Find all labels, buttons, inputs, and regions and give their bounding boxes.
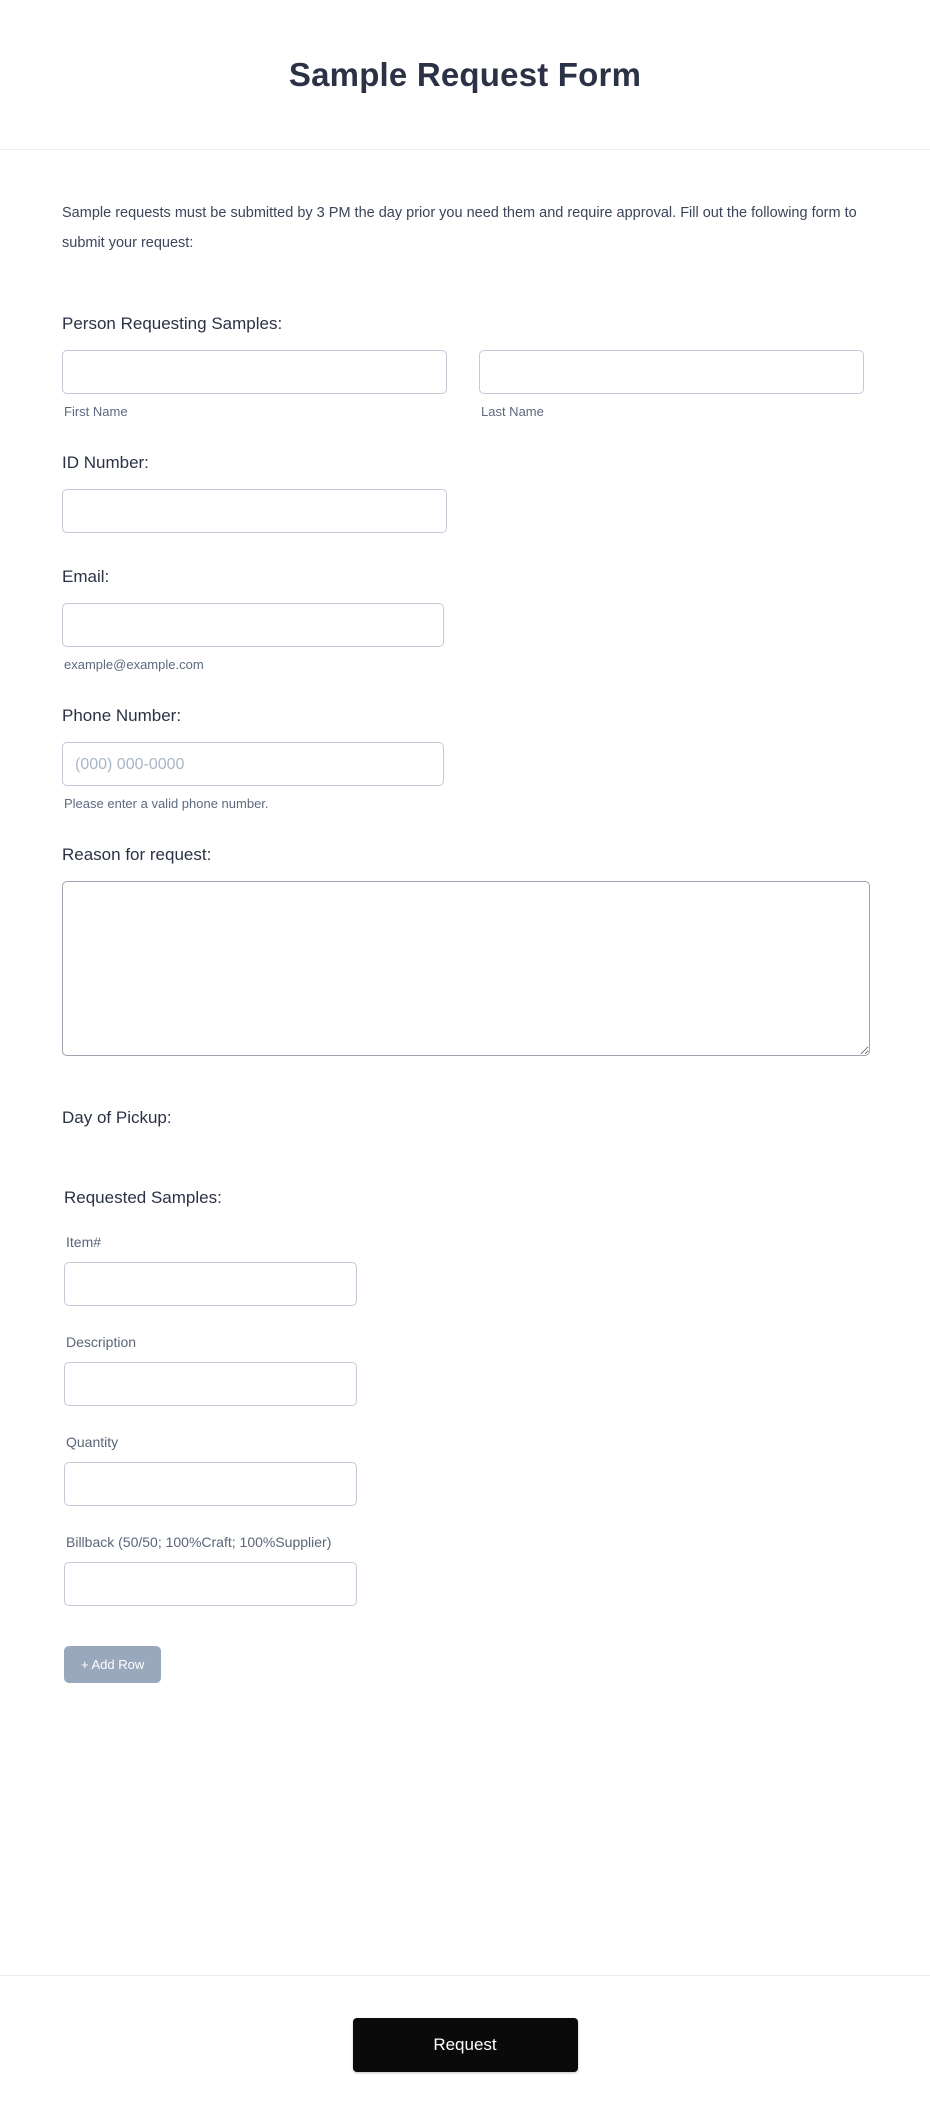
label-email: Email: [62, 567, 110, 586]
form-footer [0, 1975, 930, 2128]
last-name-input[interactable] [479, 350, 864, 394]
field-email [62, 567, 868, 672]
first-name-sublabel: First Name [64, 404, 128, 419]
field-billback [64, 1534, 868, 1606]
field-item-number [64, 1234, 868, 1306]
first-name-group [62, 350, 447, 419]
requested-samples-rows [64, 1234, 868, 1683]
id-number-input[interactable] [62, 489, 447, 533]
label-person-requesting: Person Requesting Samples: [62, 314, 283, 333]
item-number-input[interactable] [64, 1262, 357, 1306]
field-day-of-pickup [62, 1108, 868, 1128]
section-requested-samples [62, 1188, 868, 1683]
field-quantity [64, 1434, 868, 1506]
quantity-input[interactable] [64, 1462, 357, 1506]
add-row-button[interactable]: + Add Row [64, 1646, 161, 1683]
label-item-number: Item# [66, 1234, 102, 1250]
last-name-sublabel: Last Name [481, 404, 544, 419]
phone-number-input[interactable] [62, 742, 444, 786]
email-input[interactable] [62, 603, 444, 647]
field-id-number [62, 453, 868, 533]
name-row [62, 350, 868, 419]
field-description [64, 1334, 868, 1406]
form-header [0, 0, 930, 150]
email-sublabel: example@example.com [64, 657, 204, 672]
label-description: Description [66, 1334, 137, 1350]
label-id-number: ID Number: [62, 453, 149, 472]
label-billback: Billback (50/50; 100%Craft; 100%Supplier) [66, 1534, 332, 1550]
phone-number-sublabel: Please enter a valid phone number. [64, 796, 269, 811]
field-reason [62, 845, 868, 1056]
field-person-requesting [62, 314, 868, 419]
page-title: Sample Request Form [288, 55, 642, 93]
form-instructions: Sample requests must be submitted by 3 PM the day prior you need them and require approval. Fill out the following form to submit your request: [62, 205, 857, 251]
reason-textarea[interactable] [62, 881, 870, 1056]
field-phone-number [62, 706, 868, 811]
label-quantity: Quantity [66, 1434, 119, 1450]
submit-request-button[interactable]: Request [353, 2018, 578, 2072]
first-name-input[interactable] [62, 350, 447, 394]
label-day-of-pickup: Day of Pickup: [62, 1108, 172, 1127]
billback-input[interactable] [64, 1562, 357, 1606]
description-input[interactable] [64, 1362, 357, 1406]
label-reason: Reason for request: [62, 845, 212, 864]
label-phone-number: Phone Number: [62, 706, 182, 725]
form-body [0, 150, 930, 1975]
label-requested-samples: Requested Samples: [64, 1188, 222, 1207]
last-name-group [479, 350, 864, 419]
